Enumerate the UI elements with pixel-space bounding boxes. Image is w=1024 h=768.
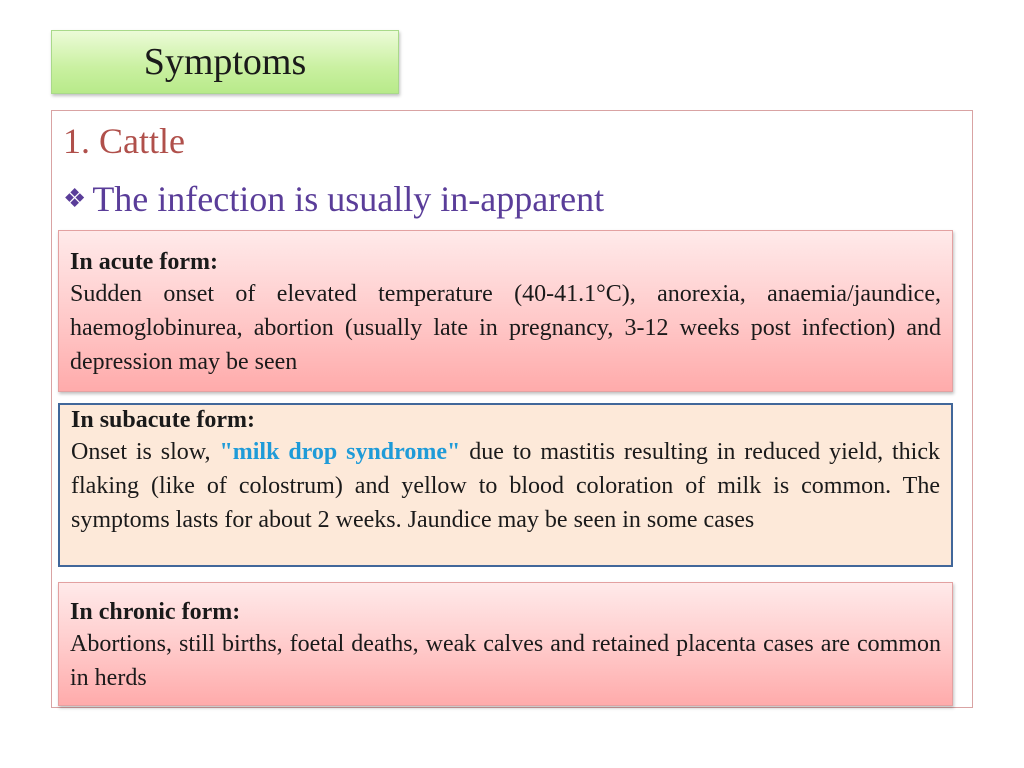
section-heading: 1. Cattle: [63, 121, 185, 161]
slide-title: Symptoms: [143, 41, 307, 83]
chronic-form-label: In chronic form:: [70, 599, 241, 625]
bullet-line: [63, 178, 604, 220]
subacute-text-before: Onset is slow,: [71, 439, 220, 465]
subacute-form-box: [58, 403, 953, 567]
acute-form-text: Sudden onset of elevated temperature (40-41.1°C), anorexia, anaemia/jaundice, haemoglobinurea, abortion (usually late in pregnancy, 3-12 weeks post infection) and depression may be seen: [70, 281, 941, 375]
title-box: [51, 30, 399, 94]
subacute-form-text: [71, 435, 940, 537]
acute-form-label: In acute form:: [70, 249, 218, 275]
diamond-cluster-bullet-icon: ❖: [63, 184, 87, 213]
bullet-text: The infection is usually in-apparent: [92, 179, 605, 219]
subacute-form-label: In subacute form:: [71, 407, 255, 433]
milk-drop-syndrome-highlight: "milk drop syndrome": [219, 439, 461, 465]
chronic-form-box: [58, 582, 953, 706]
acute-form-box: [58, 230, 953, 392]
chronic-form-text: Abortions, still births, foetal deaths, weak calves and retained placenta cases are common in herds: [70, 631, 941, 691]
subacute-text-after: due to mastitis resulting in reduced yield, thick flaking (like of colostrum) and yellow to blood coloration of milk is common. The symptoms lasts for about 2 weeks. Jaundice may be seen in some cases: [71, 439, 940, 533]
